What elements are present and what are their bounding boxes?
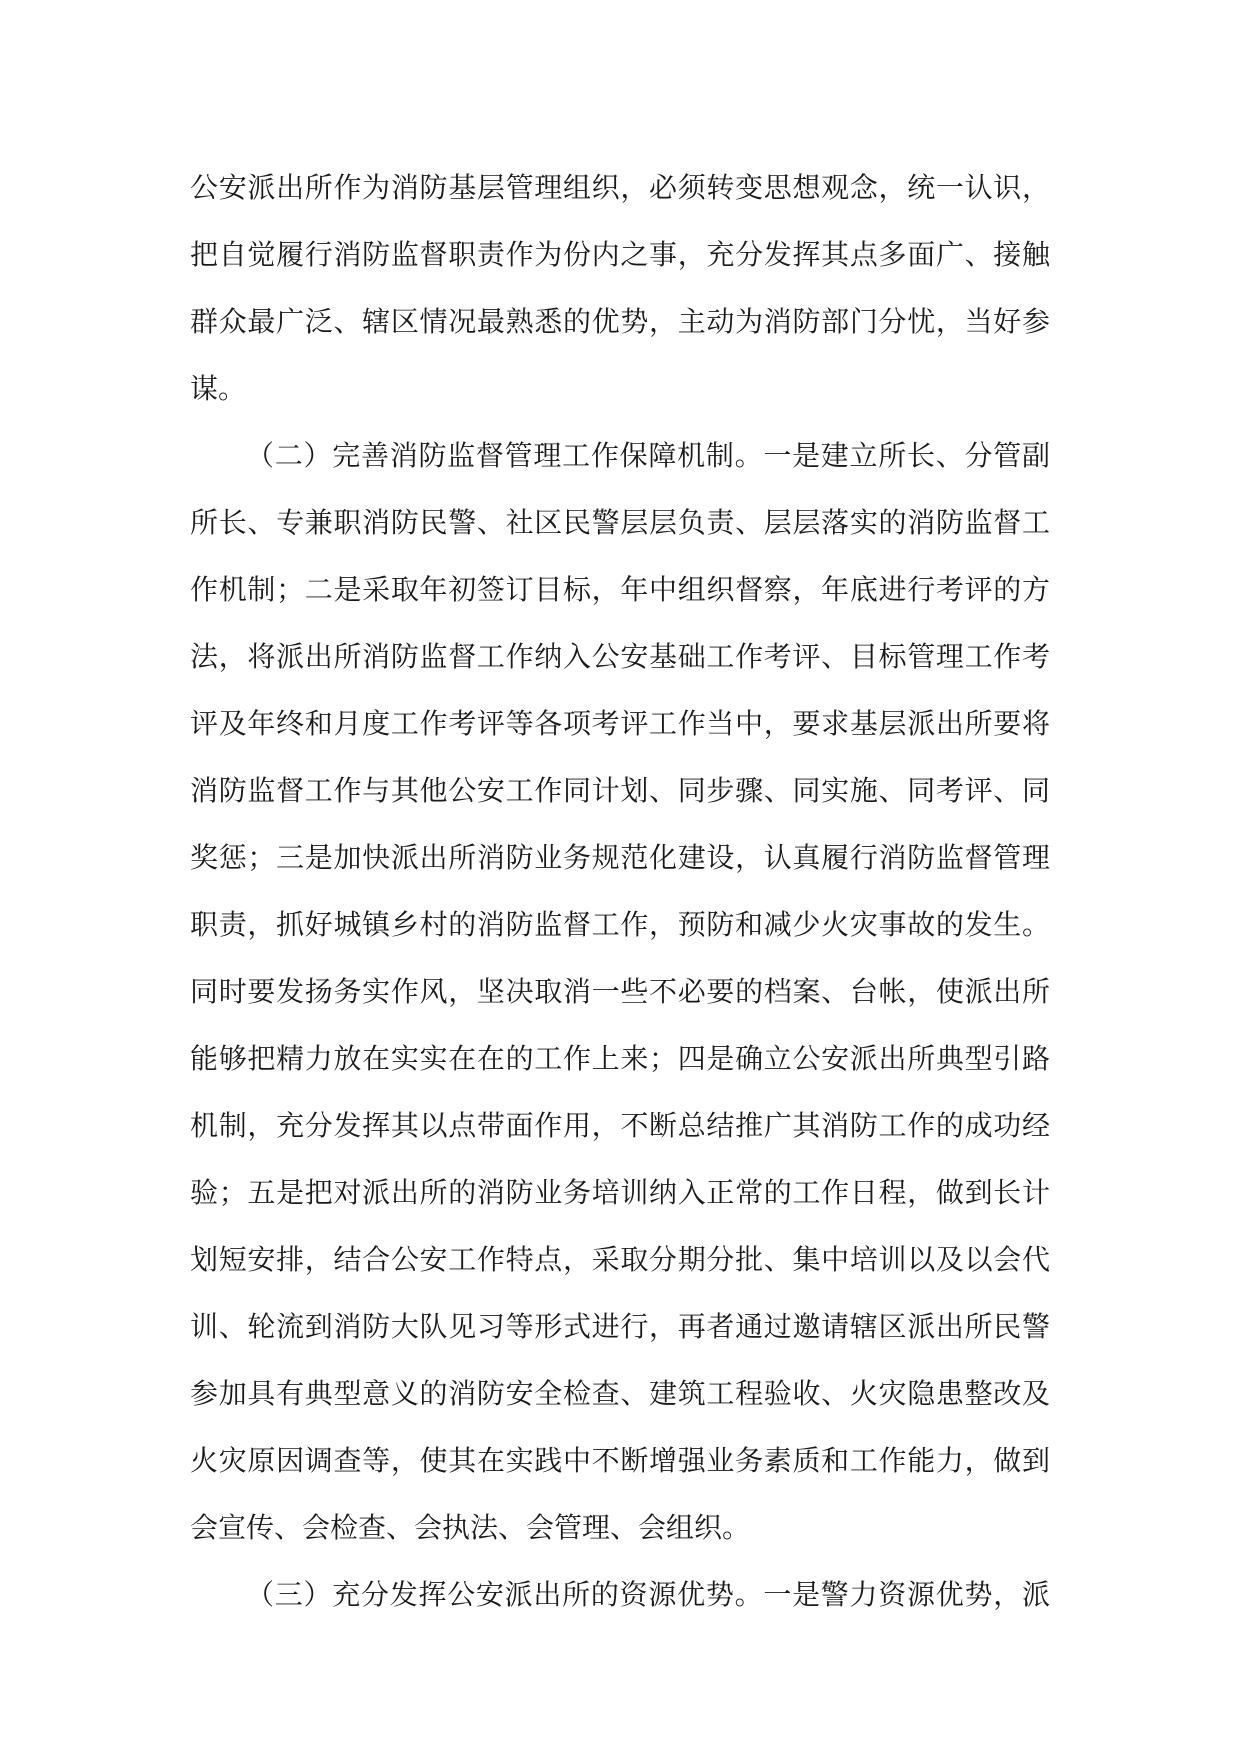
text-line: 火灾原因调查等，使其在实践中不断增强业务素质和工作能力，做到 — [190, 1444, 1050, 1477]
text-line: 谋。 — [190, 372, 247, 405]
text-line: 训、轮流到消防大队见习等形式进行，再者通过邀请辖区派出所民警 — [190, 1310, 1050, 1343]
section-heading-line: （二）完善消防监督管理工作保障机制。一是建立所长、分管副 — [246, 439, 1050, 472]
text-line: 划短安排，结合公安工作特点，采取分期分批、集中培训以及以会代 — [190, 1243, 1050, 1276]
text-line: 评及年终和月度工作考评等各项考评工作当中，要求基层派出所要将 — [190, 707, 1050, 740]
text-line: 机制，充分发挥其以点带面作用，不断总结推广其消防工作的成功经 — [190, 1109, 1050, 1142]
body-text — [190, 154, 1050, 1628]
text-line: 所长、专兼职消防民警、社区民警层层负责、层层落实的消防监督工 — [190, 506, 1050, 539]
text-line: 作机制；二是采取年初签订目标，年中组织督察，年底进行考评的方 — [190, 573, 1050, 606]
text-line: 能够把精力放在实实在在的工作上来；四是确立公安派出所典型引路 — [190, 1042, 1050, 1075]
text-line: 奖惩；三是加快派出所消防业务规范化建设，认真履行消防监督管理 — [190, 841, 1050, 874]
text-line: 法，将派出所消防监督工作纳入公安基础工作考评、目标管理工作考 — [190, 640, 1050, 673]
text-line: 职责，抓好城镇乡村的消防监督工作，预防和减少火灾事故的发生。 — [190, 908, 1050, 941]
text-line: 消防监督工作与其他公安工作同计划、同步骤、同实施、同考评、同 — [190, 774, 1050, 807]
section-heading-line: （三）充分发挥公安派出所的资源优势。一是警力资源优势，派 — [246, 1578, 1050, 1611]
text-line: 同时要发扬务实作风，坚决取消一些不必要的档案、台帐，使派出所 — [190, 975, 1050, 1008]
text-line: 会宣传、会检查、会执法、会管理、会组织。 — [190, 1511, 751, 1544]
text-line: 验；五是把对派出所的消防业务培训纳入正常的工作日程，做到长计 — [190, 1176, 1050, 1209]
text-line: 把自觉履行消防监督职责作为份内之事，充分发挥其点多面广、接触 — [190, 238, 1050, 271]
text-line: 群众最广泛、辖区情况最熟悉的优势，主动为消防部门分忧，当好参 — [190, 305, 1050, 338]
text-line: 公安派出所作为消防基层管理组织，必须转变思想观念，统一认识， — [190, 171, 1050, 204]
text-line: 参加具有典型意义的消防安全检查、建筑工程验收、火灾隐患整改及 — [190, 1377, 1050, 1410]
